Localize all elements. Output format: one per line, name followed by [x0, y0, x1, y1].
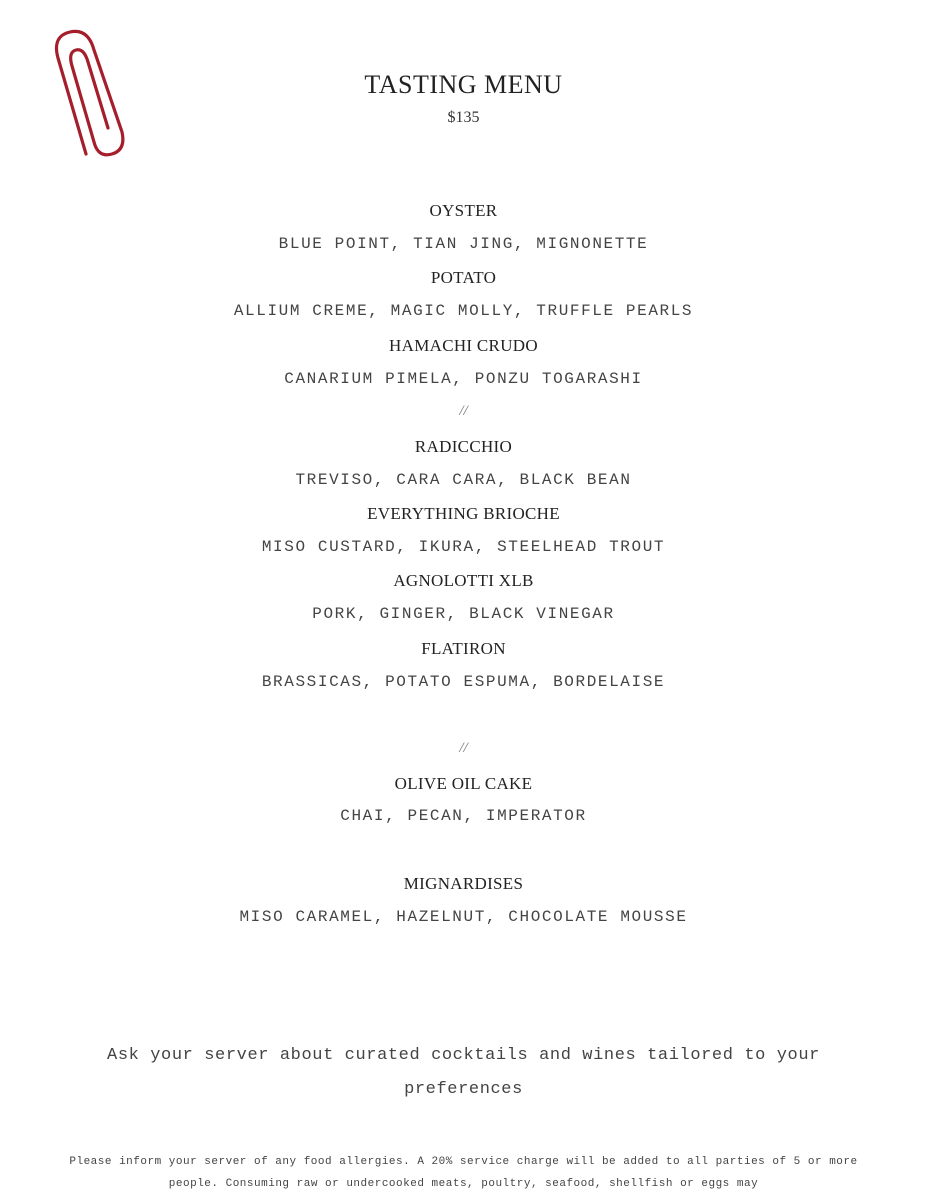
course-separator: // — [459, 403, 468, 419]
course-name: EVERYTHING BRIOCHE — [367, 504, 560, 523]
course-name: AGNOLOTTI XLB — [393, 571, 534, 590]
course-description: CHAI, PECAN, IMPERATOR — [340, 807, 587, 825]
course-description: PORK, GINGER, BLACK VINEGAR — [312, 605, 615, 623]
course-description: BLUE POINT, TIAN JING, MIGNONETTE — [278, 235, 649, 253]
course-name: MIGNARDISES — [403, 874, 524, 893]
course-description: ALLIUM CREME, MAGIC MOLLY, TRUFFLE PEARLS — [233, 302, 694, 320]
course-name: OLIVE OIL CAKE — [394, 774, 533, 793]
course-description: MISO CARAMEL, HAZELNUT, CHOCOLATE MOUSSE — [239, 908, 688, 926]
course-description: CANARIUM PIMELA, PONZU TOGARASHI — [284, 370, 643, 388]
pairing-note: Ask your server about curated cocktails and wines tailored to your preferences — [107, 1046, 820, 1099]
course-name: HAMACHI CRUDO — [389, 336, 538, 355]
course-name: OYSTER — [429, 201, 498, 220]
course-name: POTATO — [430, 268, 497, 287]
course-description: MISO CUSTARD, IKURA, STEELHEAD TROUT — [261, 538, 666, 556]
allergy-disclaimer: Please inform your server of any food allergies. A 20% service charge will be added to all parties of 5 or more people. Consuming raw or undercooked meats, poultry, seafood, shellfish or eggs may — [69, 1156, 858, 1190]
course-description: TREVISO, CARA CARA, BLACK BEAN — [295, 471, 632, 489]
course-description: BRASSICAS, POTATO ESPUMA, BORDELAISE — [261, 673, 666, 691]
course-name: FLATIRON — [421, 639, 506, 658]
menu-price: $135 — [447, 109, 480, 126]
page-title: TASTING MENU — [364, 70, 563, 99]
course-name: RADICCHIO — [414, 437, 513, 456]
course-separator: // — [459, 740, 468, 756]
